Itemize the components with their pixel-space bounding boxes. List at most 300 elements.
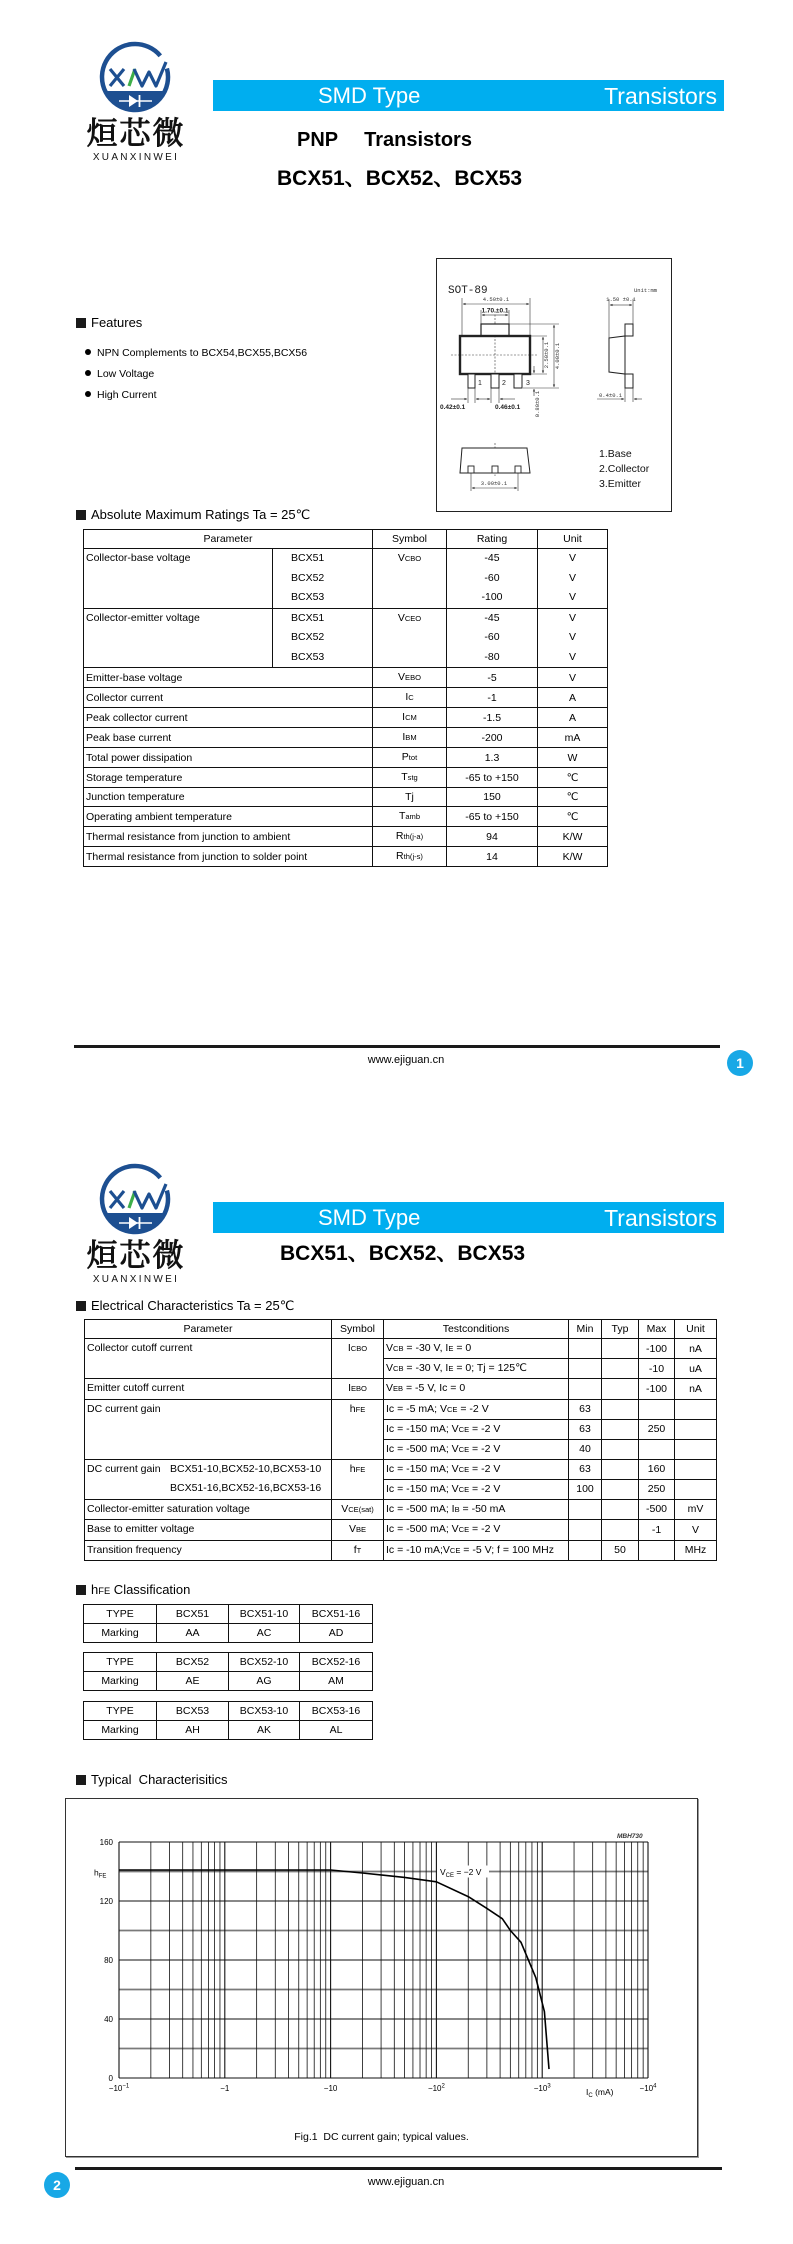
rating-cell: 1.3 [447, 748, 538, 768]
series-label: $V_{CE} = -2$ V [440, 1867, 482, 1879]
parameter-line [87, 1460, 329, 1480]
unit-value: V [568, 650, 576, 663]
rating-value: -100 [481, 591, 503, 603]
subscript-text: CE [446, 1404, 458, 1414]
max-cell: -10 [639, 1359, 675, 1379]
symbol-cell [332, 1520, 384, 1541]
column-header: Rating [447, 530, 538, 549]
x-tick-base: −1 [220, 2084, 230, 2093]
type-cell: BCX52-10 [229, 1653, 300, 1672]
dim-outer-lead-width: 0.42±0.1 [440, 404, 466, 411]
parameter-label: Base to emitter voltage [87, 1523, 195, 1535]
table-header-row [85, 1320, 717, 1339]
unit-cell: ℃ [538, 768, 608, 788]
header-banner [213, 80, 724, 111]
type-cell: BCX52-16 [300, 1653, 373, 1672]
column-header: Parameter [84, 530, 373, 549]
max-cell [639, 1439, 675, 1459]
unit-cell: A [538, 708, 608, 728]
banner-category: Transistors [604, 1205, 717, 1231]
marking-cell: AL [300, 1721, 373, 1740]
page-number-badge: 2 [44, 2172, 70, 2198]
test-condition-cell: Ic = -150 mA; VCE = -2 V [384, 1479, 569, 1499]
unit-cell: MHz [675, 1540, 717, 1561]
package-outline-drawing [436, 258, 672, 512]
symbol-cell [332, 1399, 384, 1459]
min-cell [569, 1379, 602, 1400]
marking-row [84, 1624, 373, 1643]
feature-text: NPN Complements to BCX54,BCX55,BCX56 [97, 347, 308, 359]
marking-cell: AH [157, 1721, 229, 1740]
parameter-cell: Emitter-base voltage [84, 668, 373, 688]
unit-value: V [568, 552, 576, 564]
type-cell: BCX53-10 [229, 1702, 300, 1721]
symbol-cell: Rth(j-s) [373, 847, 447, 867]
unit-cell: nA [675, 1379, 717, 1400]
unit-value: V [568, 591, 576, 603]
column-header: Min [569, 1320, 602, 1339]
typ-cell [602, 1339, 639, 1359]
max-cell: -500 [639, 1499, 675, 1520]
parameter-cell: Peak base current [84, 728, 373, 748]
table-row [85, 1520, 717, 1541]
company-logo [78, 38, 198, 168]
x-tick-exponent: 3 [547, 2083, 551, 2090]
variant-name: BCX51 [291, 552, 325, 564]
max-cell: -100 [639, 1379, 675, 1400]
parameter-cell: Operating ambient temperature [84, 807, 373, 827]
subscript-text: BM [405, 733, 417, 742]
typ-cell [602, 1479, 639, 1499]
feature-item [85, 367, 154, 381]
rating-value: -45 [484, 552, 500, 564]
unit-cell [675, 1439, 717, 1459]
subscript-text: CEO [404, 613, 422, 623]
unit-cell [675, 1459, 717, 1479]
figure-code: MBH730 [617, 1833, 643, 1840]
test-condition-cell: Ic = -5 mA; VCE = -2 V [384, 1399, 569, 1419]
subscript-text: CE(sat) [348, 1504, 374, 1514]
parameter-cell: Thermal resistance from junction to solder point [84, 847, 373, 867]
x-tick-base: −10 [639, 2084, 654, 2093]
unit-cell [538, 549, 608, 609]
package-name: SOT-89 [448, 285, 488, 297]
unit-value: V [568, 631, 576, 643]
y-tick-label: 40 [104, 2015, 113, 2024]
feature-item [85, 346, 307, 360]
symbol-cell: IC [373, 688, 447, 708]
feature-text: Low Voltage [97, 368, 155, 380]
xw-logo-icon [78, 1160, 198, 1240]
symbol-cell: Tstg [373, 768, 447, 788]
column-header: Testconditions [384, 1320, 569, 1339]
max-cell: 250 [639, 1419, 675, 1439]
dim-body-width: 4.50±0.1 [482, 296, 510, 303]
type-cell: BCX53-16 [300, 1702, 373, 1721]
pin-label-base: 1.Base [599, 448, 632, 460]
unit-value: V [568, 571, 576, 584]
max-cell [639, 1540, 675, 1561]
abs-max-table [83, 529, 608, 867]
subscript-text: CE [449, 1545, 461, 1555]
table-row [85, 1540, 717, 1561]
test-condition-cell: VCB = -30 V, IE = 0; Tj = 125℃ [384, 1359, 569, 1379]
subscript-text: CBO [350, 1344, 368, 1353]
x-tick-label [220, 2084, 230, 2093]
subscript-text: EBO [405, 673, 421, 682]
type-row [84, 1605, 373, 1624]
company-chinese-name: 烜芯微 [86, 116, 186, 152]
sot89-drawing-icon [437, 259, 671, 511]
column-header: Max [639, 1320, 675, 1339]
variant-cell [273, 608, 373, 668]
rating-value: -60 [484, 631, 500, 643]
device-polarity: PNP [297, 129, 339, 151]
symbol: hFE [349, 1402, 366, 1415]
marking-cell: Marking [84, 1721, 157, 1740]
subscript-text: FE [98, 1586, 111, 1596]
type-cell: BCX51 [157, 1605, 229, 1624]
y-axis-label: $h_{FE}$ [94, 1867, 107, 1880]
parameter-variant: BCX51-10,BCX52-10,BCX53-10 [170, 1462, 322, 1475]
typ-cell [602, 1399, 639, 1419]
subscript-text: FE [355, 1464, 366, 1474]
dim-lead-length: 0.80±0.1 [534, 390, 541, 418]
rating-value: -80 [484, 650, 500, 663]
table-row [85, 1459, 717, 1479]
hfe-marking-table [83, 1701, 373, 1740]
type-row [84, 1653, 373, 1672]
dim-lead-thickness: 0.4±0.1 [599, 392, 623, 399]
min-cell [569, 1359, 602, 1379]
column-header: Unit [538, 530, 608, 549]
unit-value: V [568, 611, 576, 624]
chart-plot [66, 1799, 697, 2156]
features-heading-text: Features [91, 315, 143, 330]
unit-cell: K/W [538, 847, 608, 867]
unit-cell [675, 1419, 717, 1439]
marking-cell: AK [229, 1721, 300, 1740]
square-bullet-icon [76, 1301, 86, 1311]
typ-cell [602, 1359, 639, 1379]
subscript-text: th(j-s) [403, 852, 423, 861]
unit-cell: W [538, 748, 608, 768]
symbol: VCE(sat) [341, 1502, 374, 1515]
unit-cell [675, 1399, 717, 1419]
subscript-text: EBO [350, 1384, 367, 1393]
marking-cell: Marking [84, 1624, 157, 1643]
dc-current-gain-chart [65, 1798, 698, 2157]
min-cell [569, 1540, 602, 1561]
subscript-text: CB [393, 1364, 404, 1373]
max-cell: -1 [639, 1520, 675, 1541]
subscript-text: stg [407, 773, 418, 782]
variant-cell [273, 549, 373, 609]
test-condition-cell: Ic = -10 mA;VCE = -5 V; f = 100 MHz [384, 1540, 569, 1561]
rating-value: -60 [484, 571, 500, 584]
subscript-text: E [448, 1364, 454, 1373]
parameter-cell: Collector-emitter voltage [84, 608, 273, 668]
x-tick-base: −10 [533, 2084, 548, 2093]
subscript-text: CM [405, 713, 417, 722]
part-number-title: BCX51、BCX52、BCX53 [280, 1242, 526, 1265]
type-cell: TYPE [84, 1653, 157, 1672]
max-cell: 250 [639, 1479, 675, 1499]
symbol-cell [332, 1499, 384, 1520]
parameter-line [87, 1479, 329, 1499]
rating-cell: -1.5 [447, 708, 538, 728]
y-tick-label: 80 [104, 1956, 113, 1965]
unit-cell: V [538, 668, 608, 688]
table-row [84, 708, 608, 728]
parameter-cell: Peak collector current [84, 708, 373, 728]
symbol: IEBO [348, 1382, 367, 1394]
column-header: Symbol [373, 530, 447, 549]
table-row [84, 807, 608, 827]
parameter-variant: BCX51-16,BCX52-16,BCX53-16 [170, 1482, 322, 1494]
symbol-cell [332, 1379, 384, 1400]
test-condition-cell: VEB = -5 V, Ic = 0 [384, 1379, 569, 1400]
typ-cell [602, 1499, 639, 1520]
table-row [85, 1379, 717, 1400]
company-pinyin-name: XUANXINWEI [92, 152, 180, 163]
symbol-cell: Rth(j-a) [373, 827, 447, 847]
bullet-icon [85, 349, 91, 355]
device-type-name: Transistors [364, 129, 472, 151]
x-tick-label [534, 2084, 552, 2094]
datasheet-page-2 [0, 1122, 793, 2244]
variant-name: BCX51 [291, 611, 325, 624]
parameter-cell: Thermal resistance from junction to ambient [84, 827, 373, 847]
parameter-cell: Collector-base voltage [84, 549, 273, 609]
type-row [84, 1702, 373, 1721]
parameter-label: DC current gain [87, 1402, 161, 1415]
lead-number-2: 2 [502, 380, 506, 387]
table-row [84, 668, 608, 688]
min-cell: 63 [569, 1459, 602, 1479]
part-number-title: BCX51、BCX52、BCX53 [277, 167, 523, 190]
marking-cell: AE [157, 1672, 229, 1691]
unit-cell: K/W [538, 827, 608, 847]
parameter-cell [85, 1339, 332, 1379]
table-row [85, 1499, 717, 1520]
table-row [84, 788, 608, 807]
column-header: Unit [675, 1320, 717, 1339]
electrical-heading-text: Electrical Characteristics Ta = 25℃ [91, 1298, 295, 1313]
x-tick-base: −10 [427, 2084, 442, 2093]
test-condition-cell: Ic = -500 mA; VCE = -2 V [384, 1520, 569, 1541]
x-tick-label [428, 2084, 446, 2094]
min-cell: 63 [569, 1419, 602, 1439]
table-row [84, 827, 608, 847]
bullet-icon [85, 391, 91, 397]
parameter-cell [85, 1399, 332, 1459]
subscript-text: CE [445, 1873, 455, 1879]
dim-total-height: 4.00±0.1 [554, 342, 561, 370]
subscript-text: CE [458, 1424, 470, 1434]
rating-value: -45 [484, 611, 500, 624]
max-cell: -100 [639, 1339, 675, 1359]
subscript-text: CBO [404, 554, 422, 563]
pin-label-collector: 2.Collector [599, 463, 650, 475]
table-row [84, 847, 608, 867]
parameter-cell [85, 1379, 332, 1400]
subscript-text: th(j-a) [403, 832, 424, 841]
subscript-text: C [408, 693, 414, 702]
unit-cell: nA [675, 1339, 717, 1359]
unit-cell: ℃ [538, 788, 608, 807]
unit-cell: uA [675, 1359, 717, 1379]
variant-name: BCX52 [291, 631, 325, 643]
symbol-cell: VCBO [373, 549, 447, 609]
dim-body-height: 2.50±0.1 [543, 341, 550, 369]
x-tick-base: −10 [323, 2084, 338, 2093]
rating-cell: 94 [447, 827, 538, 847]
rating-cell: 14 [447, 847, 538, 867]
x-tick-label [640, 2084, 658, 2094]
marking-cell: Marking [84, 1672, 157, 1691]
marking-cell: AC [229, 1624, 300, 1643]
test-condition-cell: VCB = -30 V, IE = 0 [384, 1339, 569, 1359]
x-tick-exponent: 2 [441, 2083, 445, 2090]
rating-cell: -65 to +150 [447, 807, 538, 827]
unit-cell: mV [675, 1499, 717, 1520]
footer-website: www.ejiguan.cn [367, 2176, 445, 2188]
symbol-cell: Tamb [373, 807, 447, 827]
subscript-text: EB [393, 1384, 404, 1394]
test-condition-cell: Ic = -500 mA; IB = -50 mA [384, 1499, 569, 1520]
rating-cell [447, 549, 538, 609]
parameter-label: Transition frequency [87, 1543, 182, 1556]
symbol-cell: VEBO [373, 668, 447, 688]
abs-max-heading-text: Absolute Maximum Ratings Ta = 25℃ [91, 507, 311, 522]
marking-cell: AD [300, 1624, 373, 1643]
parameter-cell [85, 1540, 332, 1561]
x-tick-exponent: −1 [122, 2083, 130, 2090]
feature-item [85, 388, 157, 402]
rating-cell: -5 [447, 668, 538, 688]
subscript-text: BE [355, 1525, 367, 1534]
header-banner [213, 1202, 724, 1233]
lead-number-1: 1 [478, 380, 482, 387]
unit-cell [538, 608, 608, 668]
unit-cell [675, 1479, 717, 1499]
marking-cell: AG [229, 1672, 300, 1691]
symbol: hFE [349, 1462, 366, 1475]
y-tick-label: 120 [99, 1897, 113, 1906]
dim-center-lead-width: 0.46±0.1 [495, 404, 521, 411]
hfe-marking-table [83, 1604, 373, 1643]
rating-cell: 150 [447, 788, 538, 807]
subscript-text: T [356, 1545, 362, 1555]
parameter-label: DC current gain [87, 1462, 161, 1475]
pin-label-emitter: 3.Emitter [599, 478, 642, 490]
package-unit: Unit:mm [634, 287, 658, 294]
feature-text: High Current [97, 389, 157, 401]
unit-cell: V [675, 1520, 717, 1541]
marking-cell: AM [300, 1672, 373, 1691]
max-cell [639, 1399, 675, 1419]
parameter-label: Collector-emitter saturation voltage [87, 1502, 250, 1515]
banner-category: Transistors [604, 83, 717, 109]
min-cell: 40 [569, 1439, 602, 1459]
parameter-cell [85, 1459, 332, 1499]
figure-caption: Fig.1 DC current gain; typical values. [294, 2131, 469, 2143]
symbol: VBE [348, 1523, 367, 1535]
bullet-icon [85, 370, 91, 376]
type-cell: BCX52 [157, 1653, 229, 1672]
type-cell: TYPE [84, 1605, 157, 1624]
abs-max-heading [76, 507, 310, 523]
data-series-line [119, 1870, 549, 2069]
square-bullet-icon [76, 510, 86, 520]
unit-cell: A [538, 688, 608, 708]
typical-characteristics-heading [76, 1772, 228, 1788]
subscript-text: C [588, 2093, 593, 2099]
typ-cell [602, 1419, 639, 1439]
symbol: fT [353, 1543, 362, 1556]
min-cell: 63 [569, 1399, 602, 1419]
table-header-row [84, 530, 608, 549]
column-header: Symbol [332, 1320, 384, 1339]
subscript-text: CE [458, 1484, 470, 1494]
lead-number-3: 3 [526, 380, 530, 387]
rating-cell [447, 608, 538, 668]
symbol-cell [332, 1540, 384, 1561]
parameter-cell [85, 1499, 332, 1520]
symbol-cell: Tj [373, 788, 447, 807]
features-heading [76, 315, 142, 331]
symbol-cell: VCEO [373, 608, 447, 668]
subscript-text: tot [408, 753, 418, 762]
subscript-text: CE [458, 1444, 470, 1454]
typical-heading-text: Typical Characterisitics [91, 1772, 228, 1787]
variant-name: BCX53 [291, 591, 325, 603]
symbol-cell: ICM [373, 708, 447, 728]
x-axis-label: $I_C$ (mA) [586, 2087, 614, 2099]
subscript-text: CE [458, 1525, 470, 1535]
hfe-marking-table [83, 1652, 373, 1691]
subscript-text: E [448, 1344, 454, 1353]
table-row [85, 1399, 717, 1419]
parameter-cell: Junction temperature [84, 788, 373, 807]
subscript-text: FE [98, 1873, 107, 1880]
max-cell: 160 [639, 1459, 675, 1479]
min-cell [569, 1520, 602, 1541]
hfe-classification-heading-text: hFE Classification [91, 1582, 191, 1597]
min-cell [569, 1499, 602, 1520]
x-tick-base: −10 [108, 2084, 123, 2093]
dim-pitch: 3.00±0.1 [480, 480, 508, 487]
parameter-cell: Collector current [84, 688, 373, 708]
table-row [84, 768, 608, 788]
x-tick-exponent: 4 [653, 2083, 657, 2090]
device-type [297, 129, 472, 151]
rating-cell: -65 to +150 [447, 768, 538, 788]
xw-logo-icon [78, 38, 198, 118]
footer-rule [75, 2167, 722, 2170]
symbol-cell [332, 1339, 384, 1379]
company-chinese-name: 烜芯微 [86, 1238, 186, 1274]
electrical-characteristics-table [84, 1319, 717, 1561]
electrical-heading [76, 1298, 294, 1314]
parameter-cell: Total power dissipation [84, 748, 373, 768]
parameter-label: Collector cutoff current [87, 1342, 193, 1354]
test-condition-cell: Ic = -150 mA; VCE = -2 V [384, 1419, 569, 1439]
y-tick-label: 160 [99, 1838, 113, 1847]
unit-cell: ℃ [538, 807, 608, 827]
symbol: ICBO [347, 1342, 368, 1354]
